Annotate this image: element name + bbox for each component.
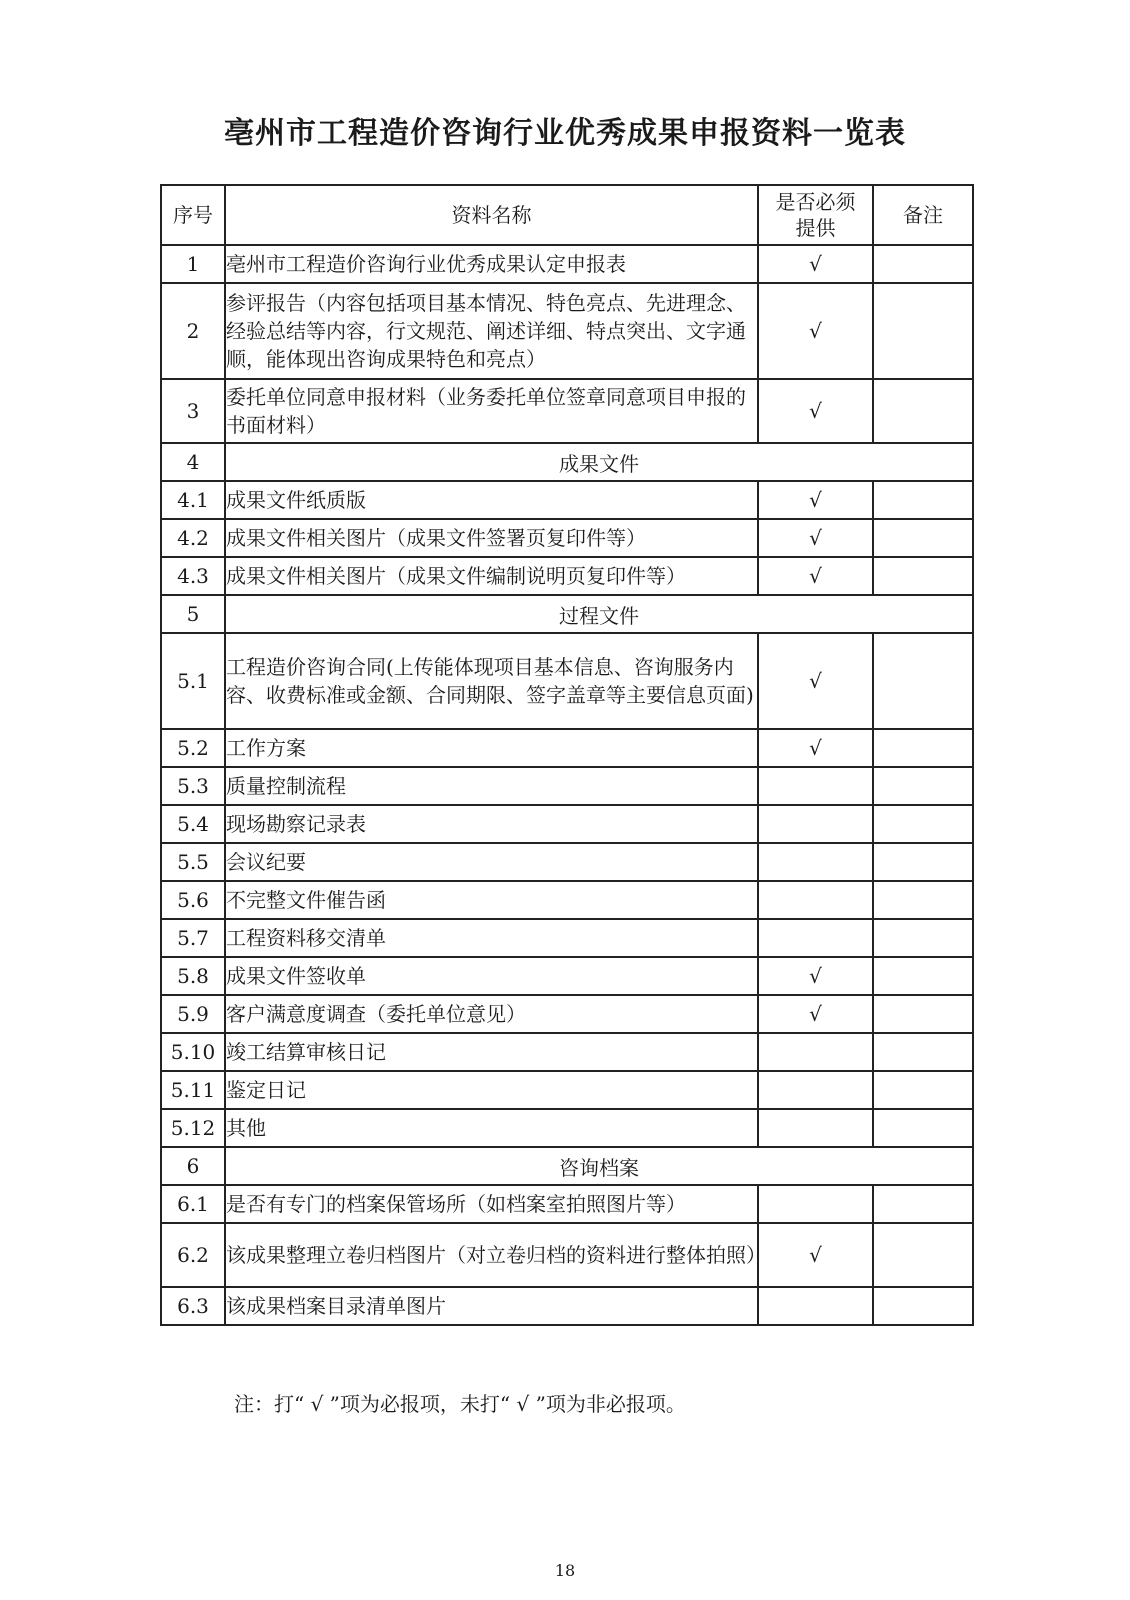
section-title: 成果文件: [225, 443, 973, 481]
material-name: 客户满意度调查（委托单位意见）: [225, 995, 758, 1033]
remark-cell: [873, 767, 973, 805]
table-row: [161, 1071, 973, 1109]
row-number: 4.1: [161, 481, 225, 519]
table-row: [161, 1033, 973, 1071]
material-name: 成果文件相关图片（成果文件签署页复印件等）: [225, 519, 758, 557]
row-number: 6.2: [161, 1223, 225, 1287]
remark-cell: [873, 1033, 973, 1071]
row-number: 5.8: [161, 957, 225, 995]
row-number: 5.2: [161, 729, 225, 767]
row-number: 5.12: [161, 1109, 225, 1147]
required-mark: [758, 767, 873, 805]
material-name: 成果文件相关图片（成果文件编制说明页复印件等）: [225, 557, 758, 595]
header-name: 资料名称: [225, 185, 758, 245]
table-row: [161, 1287, 973, 1325]
material-name: 不完整文件催告函: [225, 881, 758, 919]
page-number: 18: [554, 1561, 576, 1580]
row-number: 5.4: [161, 805, 225, 843]
remark-cell: [873, 995, 973, 1033]
remark-cell: [873, 805, 973, 843]
required-mark: [758, 881, 873, 919]
required-mark: √: [758, 729, 873, 767]
row-number: 5.9: [161, 995, 225, 1033]
header-required: 是否必须提供: [758, 185, 873, 245]
material-name: 工作方案: [225, 729, 758, 767]
table-row: [161, 245, 973, 283]
table-row: [161, 881, 973, 919]
remark-cell: [873, 919, 973, 957]
row-number: 5.1: [161, 633, 225, 729]
remark-cell: [873, 881, 973, 919]
table-row: [161, 1223, 973, 1287]
table-header-row: [161, 185, 973, 245]
material-name: 工程资料移交清单: [225, 919, 758, 957]
page-title: 亳州市工程造价咨询行业优秀成果申报资料一览表: [224, 116, 906, 151]
row-number: 5.10: [161, 1033, 225, 1071]
required-mark: √: [758, 481, 873, 519]
material-name: 参评报告（内容包括项目基本情况、特色亮点、先进理念、经验总结等内容，行文规范、阐述详细、特点突出、文字通顺，能体现出咨询成果特色和亮点）: [225, 283, 758, 379]
remark-cell: [873, 957, 973, 995]
material-name: 成果文件签收单: [225, 957, 758, 995]
remark-cell: [873, 1109, 973, 1147]
table-row: [161, 1109, 973, 1147]
remark-cell: [873, 1223, 973, 1287]
required-mark: [758, 919, 873, 957]
table-row: [161, 843, 973, 881]
remark-cell: [873, 283, 973, 379]
table-row: [161, 995, 973, 1033]
remark-cell: [873, 729, 973, 767]
footnote: 注：打“ √ ”项为必报项，未打“ √ ”项为非必报项。: [234, 1392, 686, 1416]
table-row: [161, 729, 973, 767]
required-mark: √: [758, 633, 873, 729]
material-name: 质量控制流程: [225, 767, 758, 805]
table-row: [161, 481, 973, 519]
remark-cell: [873, 519, 973, 557]
row-number: 5.5: [161, 843, 225, 881]
table-row: [161, 379, 973, 443]
remark-cell: [873, 481, 973, 519]
table-row: [161, 557, 973, 595]
required-mark: √: [758, 519, 873, 557]
table-row: [161, 633, 973, 729]
row-number: 5.11: [161, 1071, 225, 1109]
row-number: 4: [161, 443, 225, 481]
section-title: 过程文件: [225, 595, 973, 633]
material-name: 亳州市工程造价咨询行业优秀成果认定申报表: [225, 245, 758, 283]
remark-cell: [873, 633, 973, 729]
remark-cell: [873, 245, 973, 283]
row-number: 3: [161, 379, 225, 443]
section-row: [161, 1147, 973, 1185]
required-mark: √: [758, 245, 873, 283]
material-name: 其他: [225, 1109, 758, 1147]
required-mark: √: [758, 1223, 873, 1287]
row-number: 2: [161, 283, 225, 379]
required-mark: [758, 1033, 873, 1071]
materials-table: [160, 184, 974, 1326]
table-row: [161, 805, 973, 843]
material-name: 委托单位同意申报材料（业务委托单位签章同意项目申报的书面材料）: [225, 379, 758, 443]
row-number: 5: [161, 595, 225, 633]
row-number: 4.3: [161, 557, 225, 595]
remark-cell: [873, 379, 973, 443]
remark-cell: [873, 1287, 973, 1325]
row-number: 6.3: [161, 1287, 225, 1325]
material-name: 会议纪要: [225, 843, 758, 881]
material-name: 现场勘察记录表: [225, 805, 758, 843]
row-number: 5.3: [161, 767, 225, 805]
section-title: 咨询档案: [225, 1147, 973, 1185]
table-row: [161, 1185, 973, 1223]
section-row: [161, 443, 973, 481]
required-mark: [758, 1185, 873, 1223]
material-name: 是否有专门的档案保管场所（如档案室拍照图片等）: [225, 1185, 758, 1223]
remark-cell: [873, 843, 973, 881]
section-row: [161, 595, 973, 633]
row-number: 4.2: [161, 519, 225, 557]
material-name: 成果文件纸质版: [225, 481, 758, 519]
required-mark: [758, 843, 873, 881]
table-row: [161, 283, 973, 379]
row-number: 5.6: [161, 881, 225, 919]
required-mark: √: [758, 995, 873, 1033]
required-mark: [758, 1287, 873, 1325]
material-name: 竣工结算审核日记: [225, 1033, 758, 1071]
header-no: 序号: [161, 185, 225, 245]
required-mark: √: [758, 957, 873, 995]
required-mark: [758, 1071, 873, 1109]
row-number: 5.7: [161, 919, 225, 957]
table-body: [161, 245, 973, 1325]
required-mark: √: [758, 283, 873, 379]
material-name: 该成果整理立卷归档图片（对立卷归档的资料进行整体拍照）: [225, 1223, 758, 1287]
material-name: 工程造价咨询合同(上传能体现项目基本信息、咨询服务内容、收费标准或金额、合同期限、签字盖章等主要信息页面): [225, 633, 758, 729]
table-row: [161, 957, 973, 995]
remark-cell: [873, 557, 973, 595]
remark-cell: [873, 1071, 973, 1109]
material-name: 该成果档案目录清单图片: [225, 1287, 758, 1325]
material-name: 鉴定日记: [225, 1071, 758, 1109]
table-row: [161, 767, 973, 805]
required-mark: √: [758, 557, 873, 595]
required-mark: √: [758, 379, 873, 443]
row-number: 6.1: [161, 1185, 225, 1223]
remark-cell: [873, 1185, 973, 1223]
row-number: 1: [161, 245, 225, 283]
required-mark: [758, 805, 873, 843]
row-number: 6: [161, 1147, 225, 1185]
table-row: [161, 519, 973, 557]
table-row: [161, 919, 973, 957]
header-remark: 备注: [873, 185, 973, 245]
required-mark: [758, 1109, 873, 1147]
